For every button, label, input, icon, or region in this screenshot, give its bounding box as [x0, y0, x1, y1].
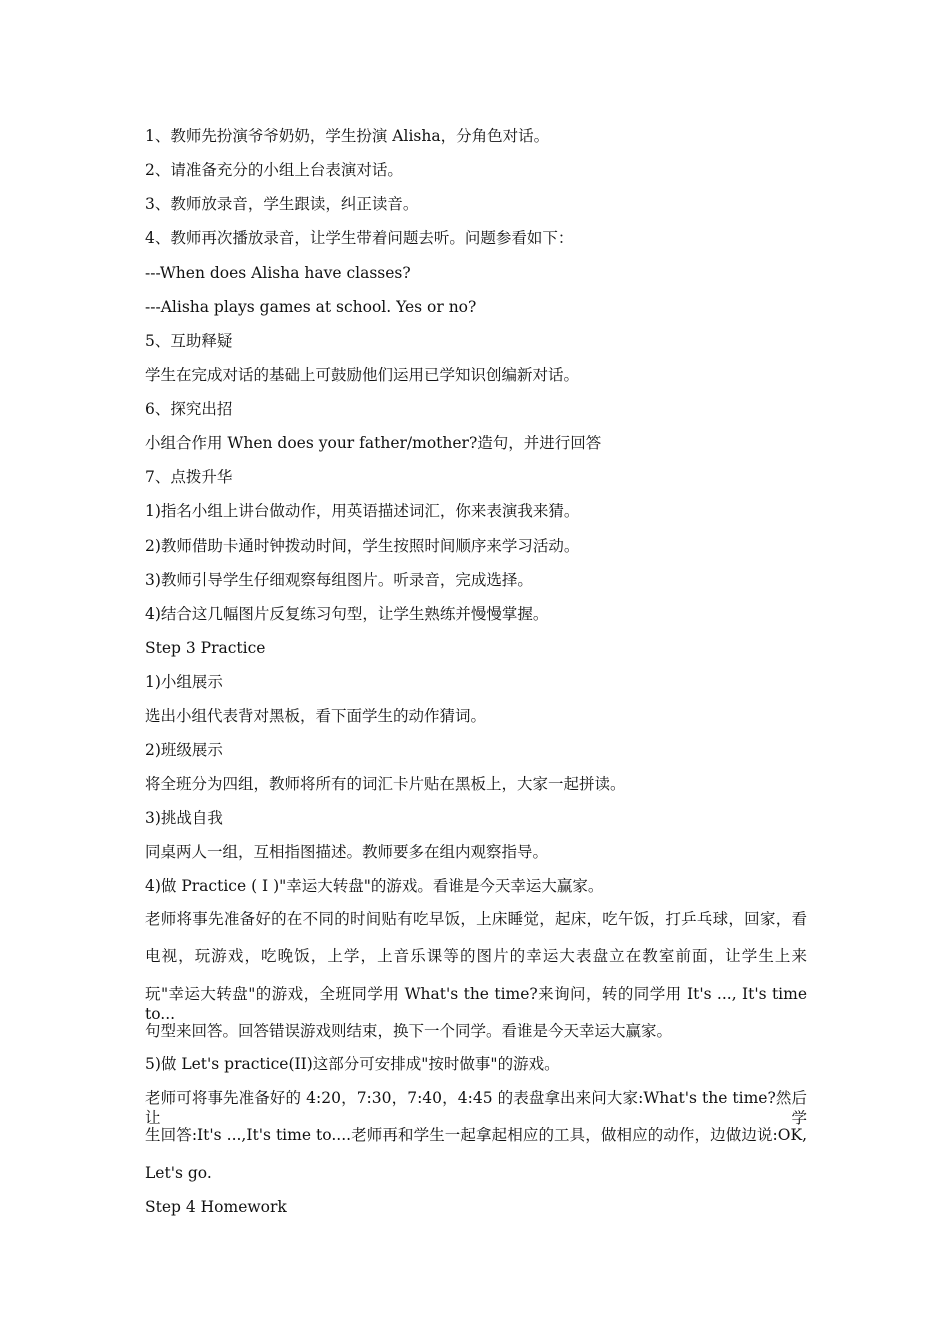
section-heading: 6、探究出招	[145, 400, 233, 418]
text-line: 将全班分为四组，教师将所有的词汇卡片贴在黑板上，大家一起拼读。	[145, 775, 626, 793]
text-line: 学生在完成对话的基础上可鼓励他们运用已学知识创编新对话。	[145, 366, 580, 384]
section-heading: 3)挑战自我	[145, 809, 223, 827]
text-line: ---Alisha plays games at school. Yes or no?	[145, 298, 477, 316]
section-heading: 7、点拨升华	[145, 468, 233, 486]
paragraph-line: 玩"幸运大转盘"的游戏，全班同学用 What's the time?来询问，转的同学用 It's ..., It's time to...	[145, 985, 807, 1023]
paragraph-line: 老师可将事先准备好的 4:20，7:30，7:40，4:45 的表盘拿出来问大家:What's the time?然后让学	[145, 1089, 807, 1127]
step-heading: Step 3 Practice	[145, 639, 266, 657]
text-line: 选出小组代表背对黑板，看下面学生的动作猜词。	[145, 707, 487, 725]
text-line: 4)结合这几幅图片反复练习句型，让学生熟练并慢慢掌握。	[145, 605, 549, 623]
text-line: 同桌两人一组，互相指图描述。教师要多在组内观察指导。	[145, 843, 549, 861]
text-line: ---When does Alisha have classes?	[145, 264, 411, 282]
text-line: 1)指名小组上讲台做动作，用英语描述词汇，你来表演我来猜。	[145, 502, 580, 520]
section-heading: 1)小组展示	[145, 673, 223, 691]
paragraph-line: 生回答:It's ...,It's time to....老师再和学生一起拿起相应的工具，做相应的动作，边做边说:OK,	[145, 1126, 807, 1144]
text-line: 1、教师先扮演爷爷奶奶，学生扮演 Alisha，分角色对话。	[145, 127, 550, 145]
paragraph-line: 电视，玩游戏，吃晚饭，上学，上音乐课等的图片的幸运大表盘立在教室前面，让学生上来	[145, 947, 807, 965]
text-line: 小组合作用 When does your father/mother?造句，并进行回答	[145, 434, 602, 452]
paragraph-line: 句型来回答。回答错误游戏则结束，换下一个同学。看谁是今天幸运大赢家。	[145, 1022, 673, 1040]
text-line: 4、教师再次播放录音，让学生带着问题去听。问题参看如下：	[145, 229, 574, 247]
section-heading: 5、互助释疑	[145, 332, 233, 350]
text-line: 4)做 Practice ( I )"幸运大转盘"的游戏。看谁是今天幸运大赢家。	[145, 877, 604, 895]
paragraph-line: Let's go.	[145, 1164, 212, 1182]
text-line: 2、请准备充分的小组上台表演对话。	[145, 161, 403, 179]
text-line: 3、教师放录音，学生跟读，纠正读音。	[145, 195, 419, 213]
text-line: 3)教师引导学生仔细观察每组图片。听录音，完成选择。	[145, 571, 533, 589]
section-heading: 2)班级展示	[145, 741, 223, 759]
text-line: 5)做 Let's practice(II)这部分可安排成"按时做事"的游戏。	[145, 1055, 560, 1073]
step-heading: Step 4 Homework	[145, 1198, 287, 1216]
text-line: 2)教师借助卡通时钟拨动时间，学生按照时间顺序来学习活动。	[145, 537, 580, 555]
paragraph-line: 老师将事先准备好的在不同的时间贴有吃早饭，上床睡觉，起床，吃午饭，打乒乓球，回家，看	[145, 910, 807, 928]
